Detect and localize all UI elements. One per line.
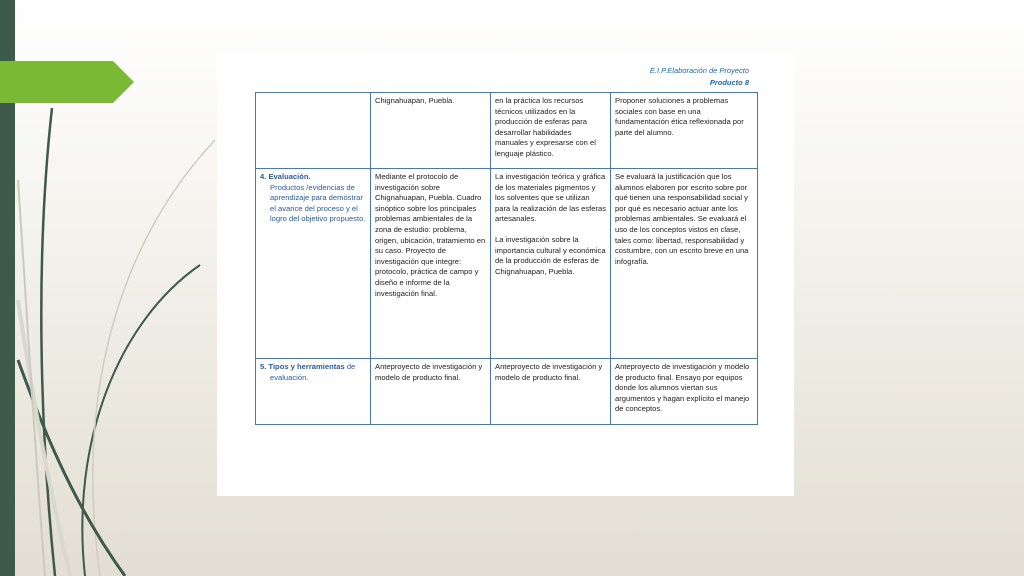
table-cell: Anteproyecto de investigación y modelo de producto final. Ensayo por equipos donde los alumnos viertan sus argumentos y hagan explícito el manejo de conceptos. [611,359,758,425]
table-row [256,169,758,359]
header-product: Producto 8 [709,78,749,87]
table-cell: Proponer soluciones a problemas sociales con base en una fundamentación ética reflexionada por parte del alumno. [611,93,758,169]
table-cell: Anteproyecto de investigación y modelo de producto final. [371,359,491,425]
table-cell: Anteproyecto de investigación y modelo de producto final. [491,359,611,425]
table-cell [256,169,371,359]
table-row [256,359,758,425]
cell-paragraph: La investigación sobre la importancia cultural y económica de la producción de esferas de Chignahuapan, Puebla. [495,234,606,276]
table-cell [491,169,611,359]
table-cell [256,93,371,169]
header-title: E.I.P.Elaboración de Proyecto [649,66,749,75]
table-cell: Se evaluará la justificación que los alumnos elaboren por escrito sobre por qué tienen una responsabilidad social y por qué es necesario actuar ante los problemas ambientales. Se evaluará el uso de los conceptos vistos en clase, tales como: libertad, responsabilidad y costumbre, con un escrito breve en una infografía. [611,169,758,359]
section-title: 5. Tipos y herramientas [260,362,345,371]
paragraph-gap [495,225,606,235]
section-description: evaluación. [270,372,309,382]
document-header [650,65,749,89]
table-row [256,93,758,169]
table-cell [256,359,371,425]
table-cell: Mediante el protocolo de investigación sobre Chignahuapan, Puebla. Cuadro sinóptico sobre los principales problemas ambientales de la zona de estudio: problema, origen, ubicación, tratamiento en su caso. Proyecto de investigación que integre: protocolo, práctica de campo y diseño e informe de la investigación final. [371,169,491,359]
section-title: 4. Evaluación. [260,172,311,181]
table-cell: Chignahuapan, Puebla. [371,93,491,169]
section-description: Productos /evidencias de aprendizaje para demostrar el avance del proceso y el logro del objetivo propuesto. [270,182,366,224]
section-title-rest: de [344,362,356,371]
green-arrow-tab [0,61,134,103]
document-page [217,52,794,496]
table-cell: en la práctica los recursos técnicos utilizados en la producción de esferas para desarrollar habilidades manuales y expresarse con el lenguaje plástico. [491,93,611,169]
evaluation-table [255,92,758,425]
cell-paragraph: La investigación teórica y gráfica de los materiales pigmentos y los solventes que se utilizan para la realización de las esferas artesanales. [495,172,607,224]
